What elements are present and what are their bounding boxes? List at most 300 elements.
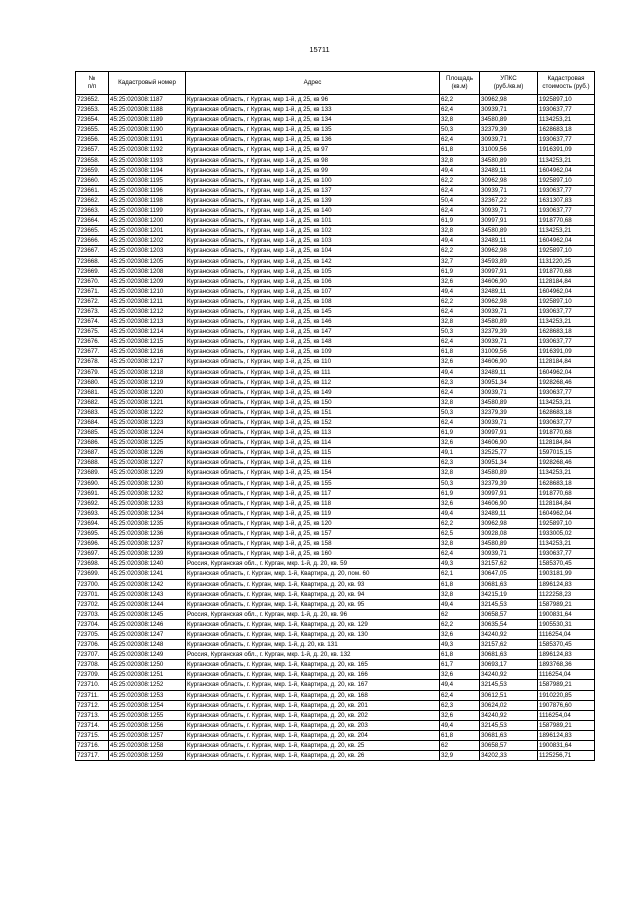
upks: 32145,53 — [480, 680, 538, 690]
row-number: 723678. — [76, 357, 109, 367]
area: 62,4 — [440, 387, 480, 397]
address: Курганская область, г Курган, мкр 1-й, д 25, кв 160 — [186, 549, 440, 559]
area: 32,6 — [440, 357, 480, 367]
upks: 34240,92 — [480, 710, 538, 720]
area: 61,8 — [440, 579, 480, 589]
cadastral-cost: 1587989,21 — [538, 599, 595, 609]
cadastral-number: 45:25:020308:1211 — [109, 296, 186, 306]
address: Россия, Курганская обл., г. Курган, мкр. 1-й, д. 20, кв. 59 — [186, 559, 440, 569]
upks: 32525,77 — [480, 448, 538, 458]
cadastral-cost: 1930637,77 — [538, 549, 595, 559]
area: 32,6 — [440, 710, 480, 720]
cadastral-number: 45:25:020308:1222 — [109, 407, 186, 417]
upks: 30681,63 — [480, 579, 538, 589]
address: Курганская область, г Курган, мкр 1-й, д 25, кв 146 — [186, 317, 440, 327]
address: Курганская область, г Курган, мкр 1-й, д 25, кв 150 — [186, 397, 440, 407]
cadastral-cost: 1925897,10 — [538, 518, 595, 528]
row-number: 723694. — [76, 518, 109, 528]
address: Курганская область, г Курган, мкр 1-й, д 25, кв 109 — [186, 347, 440, 357]
cadastral-cost: 1631307,83 — [538, 195, 595, 205]
row-number: 723665. — [76, 226, 109, 236]
upks: 30693,17 — [480, 660, 538, 670]
table-row — [76, 387, 595, 397]
table-row — [76, 650, 595, 660]
area: 50,3 — [440, 125, 480, 135]
area: 61,9 — [440, 266, 480, 276]
upks: 30939,71 — [480, 206, 538, 216]
cadastral-cost: 1128184,84 — [538, 276, 595, 286]
table-row — [76, 397, 595, 407]
area: 32,8 — [440, 155, 480, 165]
area: 32,6 — [440, 276, 480, 286]
cadastral-number: 45:25:020308:1233 — [109, 498, 186, 508]
cadastral-number: 45:25:020308:1241 — [109, 569, 186, 579]
table-row — [76, 125, 595, 135]
area: 62,2 — [440, 296, 480, 306]
cadastral-cost: 1930637,77 — [538, 206, 595, 216]
row-number: 723669. — [76, 266, 109, 276]
cadastral-cost: 1134253,21 — [538, 115, 595, 125]
table-row — [76, 337, 595, 347]
address: Курганская область, г Курган, мкр 1-й, д 25, кв 104 — [186, 246, 440, 256]
area: 62,4 — [440, 549, 480, 559]
area: 62,2 — [440, 95, 480, 105]
upks: 30997,91 — [480, 216, 538, 226]
address: Курганская область, г Курган, мкр 1-й, д 25, кв 157 — [186, 529, 440, 539]
address: Курганская область, г Курган, мкр 1-й, д 25, кв 107 — [186, 286, 440, 296]
table-row — [76, 478, 595, 488]
upks: 30681,63 — [480, 730, 538, 740]
upks: 30939,71 — [480, 549, 538, 559]
row-number: 723707. — [76, 650, 109, 660]
upks: 30997,91 — [480, 428, 538, 438]
table-row — [76, 347, 595, 357]
upks: 32379,39 — [480, 327, 538, 337]
area: 62,3 — [440, 458, 480, 468]
table-row — [76, 629, 595, 639]
address: Курганская область, г. Курган, мкр. 1-й, Квартира, д. 20, кв. 130 — [186, 629, 440, 639]
table-row — [76, 407, 595, 417]
row-number: 723660. — [76, 175, 109, 185]
upks: 30658,57 — [480, 609, 538, 619]
cadastral-cost: 1930637,77 — [538, 306, 595, 316]
upks: 34240,92 — [480, 670, 538, 680]
address: Курганская область, г. Курган, мкр. 1-й, Квартира, д. 20, кв. 94 — [186, 589, 440, 599]
table-row — [76, 175, 595, 185]
address: Россия, Курганская обл., г. Курган, мкр. 1-й, д. 20, кв. 132 — [186, 650, 440, 660]
area: 49,4 — [440, 720, 480, 730]
cadastral-number: 45:25:020308:1199 — [109, 206, 186, 216]
row-number: 723671. — [76, 286, 109, 296]
row-number: 723662. — [76, 195, 109, 205]
cadastral-cost: 1907876,60 — [538, 700, 595, 710]
cadastral-cost: 1604962,04 — [538, 367, 595, 377]
area: 32,9 — [440, 751, 480, 761]
row-number: 723713. — [76, 710, 109, 720]
cadastral-number: 45:25:020308:1236 — [109, 529, 186, 539]
row-number: 723676. — [76, 337, 109, 347]
table-row — [76, 619, 595, 629]
upks: 32145,53 — [480, 599, 538, 609]
address: Россия, Курганская обл., г. Курган, мкр. 1-й, д. 20, кв. 96 — [186, 609, 440, 619]
cadastral-cost: 1122258,23 — [538, 589, 595, 599]
row-number: 723686. — [76, 438, 109, 448]
address: Курганская область, г. Курган, мкр. 1-й, Квартира, д. 20, кв. 202 — [186, 710, 440, 720]
upks: 34580,89 — [480, 317, 538, 327]
address: Курганская область, г Курган, мкр 1-й, д 25, кв 142 — [186, 256, 440, 266]
upks: 30612,51 — [480, 690, 538, 700]
area: 32,8 — [440, 317, 480, 327]
area: 49,4 — [440, 508, 480, 518]
cadastral-number: 45:25:020308:1255 — [109, 710, 186, 720]
row-number: 723683. — [76, 407, 109, 417]
address: Курганская область, г Курган, мкр 1-й, д 25, кв 151 — [186, 407, 440, 417]
address: Курганская область, г Курган, мкр 1-й, д 25, кв 120 — [186, 518, 440, 528]
row-number: 723709. — [76, 670, 109, 680]
upks: 32489,11 — [480, 236, 538, 246]
row-number: 723689. — [76, 468, 109, 478]
address: Курганская область, г Курган, мкр 1-й, д 25, кв 149 — [186, 387, 440, 397]
upks: 32379,39 — [480, 478, 538, 488]
table-row — [76, 488, 595, 498]
row-number: 723659. — [76, 165, 109, 175]
address: Курганская область, г Курган, мкр 1-й, д 25, кв 118 — [186, 498, 440, 508]
table-row — [76, 266, 595, 276]
address: Курганская область, г Курган, мкр 1-й, д 25, кв 158 — [186, 539, 440, 549]
table-row — [76, 105, 595, 115]
cadastral-number: 45:25:020308:1251 — [109, 670, 186, 680]
cadastral-cost: 1925897,10 — [538, 95, 595, 105]
row-number: 723702. — [76, 599, 109, 609]
cadastral-cost: 1896124,83 — [538, 650, 595, 660]
cadastral-cost: 1918770,68 — [538, 488, 595, 498]
cadastral-cost: 1131220,25 — [538, 256, 595, 266]
cadastral-number: 45:25:020308:1247 — [109, 629, 186, 639]
address: Курганская область, г Курган, мкр 1-й, д 25, кв 110 — [186, 357, 440, 367]
cadastral-number: 45:25:020308:1235 — [109, 518, 186, 528]
cadastral-cost: 1925897,10 — [538, 246, 595, 256]
address: Курганская область, г Курган, мкр 1-й, д 25, кв 154 — [186, 468, 440, 478]
cadastral-cost: 1918770,68 — [538, 266, 595, 276]
upks: 31009,56 — [480, 145, 538, 155]
table-row — [76, 226, 595, 236]
cadastral-number: 45:25:020308:1210 — [109, 286, 186, 296]
row-number: 723711. — [76, 690, 109, 700]
upks: 30997,91 — [480, 488, 538, 498]
cadastral-number: 45:25:020308:1229 — [109, 468, 186, 478]
upks: 34580,89 — [480, 226, 538, 236]
area: 62,4 — [440, 690, 480, 700]
cadastral-cost: 1587989,21 — [538, 680, 595, 690]
row-number: 723658. — [76, 155, 109, 165]
cadastral-cost: 1134253,21 — [538, 539, 595, 549]
cadastral-number: 45:25:020308:1245 — [109, 609, 186, 619]
cadastral-number: 45:25:020308:1214 — [109, 327, 186, 337]
address: Курганская область, г Курган, мкр 1-й, д 25, кв 133 — [186, 105, 440, 115]
header-number: № п/п — [76, 72, 109, 95]
area: 62 — [440, 741, 480, 751]
row-number: 723670. — [76, 276, 109, 286]
address: Курганская область, г Курган, мкр 1-й, д 25, кв 100 — [186, 175, 440, 185]
upks: 30635,54 — [480, 619, 538, 629]
area: 62,2 — [440, 619, 480, 629]
table-row — [76, 498, 595, 508]
area: 32,6 — [440, 498, 480, 508]
upks: 34215,19 — [480, 589, 538, 599]
cadastral-number: 45:25:020308:1209 — [109, 276, 186, 286]
cadastral-number: 45:25:020308:1188 — [109, 105, 186, 115]
area: 50,4 — [440, 195, 480, 205]
cadastral-number: 45:25:020308:1201 — [109, 226, 186, 236]
area: 32,8 — [440, 397, 480, 407]
table-row — [76, 549, 595, 559]
table-row — [76, 508, 595, 518]
cadastral-number: 45:25:020308:1250 — [109, 660, 186, 670]
area: 61,9 — [440, 488, 480, 498]
table-header-row — [76, 72, 595, 95]
table-row — [76, 155, 595, 165]
cadastral-cost: 1604962,04 — [538, 236, 595, 246]
cadastral-cost: 1134253,21 — [538, 468, 595, 478]
address: Курганская область, г Курган, мкр 1-й, д 25, кв 98 — [186, 155, 440, 165]
address: Курганская область, г Курган, мкр 1-й, д 25, кв 147 — [186, 327, 440, 337]
cadastral-number: 45:25:020308:1216 — [109, 347, 186, 357]
table-row — [76, 357, 595, 367]
address: Курганская область, г Курган, мкр 1-й, д 25, кв 148 — [186, 337, 440, 347]
cadastral-cost: 1918770,68 — [538, 216, 595, 226]
cadastral-cost: 1928268,46 — [538, 377, 595, 387]
table-row — [76, 377, 595, 387]
row-number: 723682. — [76, 397, 109, 407]
address: Курганская область, г Курган, мкр 1-й, д 25, кв 145 — [186, 306, 440, 316]
upks: 30939,71 — [480, 185, 538, 195]
cadastral-number: 45:25:020308:1198 — [109, 195, 186, 205]
cadastral-number: 45:25:020308:1223 — [109, 418, 186, 428]
area: 62,4 — [440, 135, 480, 145]
cadastral-number: 45:25:020308:1215 — [109, 337, 186, 347]
cadastral-number: 45:25:020308:1202 — [109, 236, 186, 246]
upks: 34580,89 — [480, 397, 538, 407]
table-row — [76, 306, 595, 316]
cadastral-cost: 1628683,18 — [538, 407, 595, 417]
upks: 34606,90 — [480, 276, 538, 286]
table-row — [76, 428, 595, 438]
page-number: 15711 — [309, 45, 330, 54]
address: Курганская область, г Курган, мкр 1-й, д 25, кв 106 — [186, 276, 440, 286]
area: 32,8 — [440, 226, 480, 236]
row-number: 723693. — [76, 508, 109, 518]
area: 49,4 — [440, 165, 480, 175]
row-number: 723674. — [76, 317, 109, 327]
area: 49,1 — [440, 448, 480, 458]
cadastral-cost: 1134253,21 — [538, 226, 595, 236]
address: Курганская область, г Курган, мкр 1-й, д 25, кв 155 — [186, 478, 440, 488]
cadastral-cost: 1125256,71 — [538, 751, 595, 761]
cadastral-number: 45:25:020308:1240 — [109, 559, 186, 569]
row-number: 723687. — [76, 448, 109, 458]
upks: 32489,11 — [480, 286, 538, 296]
cadastral-number: 45:25:020308:1257 — [109, 730, 186, 740]
area: 50,3 — [440, 407, 480, 417]
row-number: 723690. — [76, 478, 109, 488]
table-row — [76, 256, 595, 266]
table-row — [76, 589, 595, 599]
address: Курганская область, г Курган, мкр 1-й, д 25, кв 101 — [186, 216, 440, 226]
upks: 30658,57 — [480, 741, 538, 751]
address: Курганская область, г. Курган, мкр. 1-й, Квартира, д. 20, пом. 60 — [186, 569, 440, 579]
upks: 34606,90 — [480, 438, 538, 448]
table-row — [76, 680, 595, 690]
row-number: 723712. — [76, 700, 109, 710]
cadastral-number: 45:25:020308:1248 — [109, 640, 186, 650]
cadastral-number: 45:25:020308:1221 — [109, 397, 186, 407]
cadastral-cost: 1604962,04 — [538, 165, 595, 175]
row-number: 723666. — [76, 236, 109, 246]
cadastral-cost: 1930637,77 — [538, 418, 595, 428]
address: Курганская область, г. Курган, мкр. 1-й, Квартира, д. 20, кв. 129 — [186, 619, 440, 629]
area: 62,3 — [440, 700, 480, 710]
area: 32,8 — [440, 589, 480, 599]
row-number: 723652. — [76, 95, 109, 105]
upks: 34240,92 — [480, 629, 538, 639]
cadastral-cost: 1585370,45 — [538, 640, 595, 650]
area: 32,8 — [440, 539, 480, 549]
table-row — [76, 599, 595, 609]
table-row — [76, 95, 595, 105]
upks: 32489,11 — [480, 165, 538, 175]
area: 49,4 — [440, 286, 480, 296]
table-row — [76, 730, 595, 740]
cadastral-number: 45:25:020308:1205 — [109, 256, 186, 266]
row-number: 723675. — [76, 327, 109, 337]
area: 32,6 — [440, 438, 480, 448]
header-area: Площадь (кв.м) — [440, 72, 480, 95]
address: Курганская область, г Курган, мкр 1-й, д 25, кв 102 — [186, 226, 440, 236]
upks: 30939,71 — [480, 306, 538, 316]
area: 62,2 — [440, 246, 480, 256]
address: Курганская область, г Курган, мкр 1-й, д 25, кв 136 — [186, 135, 440, 145]
area: 49,3 — [440, 640, 480, 650]
cadastral-number: 45:25:020308:1195 — [109, 175, 186, 185]
area: 62,4 — [440, 418, 480, 428]
area: 62,4 — [440, 206, 480, 216]
cadastral-cost: 1116254,04 — [538, 710, 595, 720]
upks: 32157,62 — [480, 559, 538, 569]
cadastral-number: 45:25:020308:1243 — [109, 589, 186, 599]
upks: 30928,08 — [480, 529, 538, 539]
area: 32,8 — [440, 115, 480, 125]
row-number: 723654. — [76, 115, 109, 125]
cadastral-number: 45:25:020308:1249 — [109, 650, 186, 660]
row-number: 723679. — [76, 367, 109, 377]
table-row — [76, 327, 595, 337]
header-cadastral-cost: Кадастровая стоимость (руб.) — [538, 72, 595, 95]
area: 61,9 — [440, 428, 480, 438]
address: Курганская область, г Курган, мкр 1-й, д 25, кв 115 — [186, 448, 440, 458]
cadastral-number: 45:25:020308:1252 — [109, 680, 186, 690]
cadastral-number: 45:25:020308:1191 — [109, 135, 186, 145]
table-row — [76, 579, 595, 589]
upks: 30962,98 — [480, 518, 538, 528]
cadastral-cost: 1896124,83 — [538, 579, 595, 589]
address: Курганская область, г Курган, мкр 1-й, д 25, кв 116 — [186, 458, 440, 468]
address: Курганская область, г Курган, мкр 1-й, д 25, кв 112 — [186, 377, 440, 387]
area: 62,4 — [440, 337, 480, 347]
address: Курганская область, г Курган, мкр 1-й, д 25, кв 111 — [186, 367, 440, 377]
upks: 30939,71 — [480, 135, 538, 145]
upks: 32157,62 — [480, 640, 538, 650]
table-row — [76, 115, 595, 125]
cadastral-cost: 1128184,84 — [538, 498, 595, 508]
table-row — [76, 165, 595, 175]
upks: 32145,53 — [480, 720, 538, 730]
cadastral-cost: 1925897,10 — [538, 175, 595, 185]
row-number: 723695. — [76, 529, 109, 539]
cadastral-cost: 1933005,02 — [538, 529, 595, 539]
cadastral-number: 45:25:020308:1227 — [109, 458, 186, 468]
upks: 32489,11 — [480, 367, 538, 377]
row-number: 723696. — [76, 539, 109, 549]
table-row — [76, 741, 595, 751]
area: 50,3 — [440, 327, 480, 337]
cadastral-cost: 1910220,85 — [538, 690, 595, 700]
cadastral-number: 45:25:020308:1218 — [109, 367, 186, 377]
cadastral-number: 45:25:020308:1234 — [109, 508, 186, 518]
table-row — [76, 448, 595, 458]
header-upks: УПКС (руб./кв.м) — [480, 72, 538, 95]
cadastral-number: 45:25:020308:1224 — [109, 428, 186, 438]
area: 62,4 — [440, 306, 480, 316]
row-number: 723661. — [76, 185, 109, 195]
table-row — [76, 276, 595, 286]
row-number: 723653. — [76, 105, 109, 115]
area: 49,4 — [440, 236, 480, 246]
cadastral-number: 45:25:020308:1196 — [109, 185, 186, 195]
row-number: 723664. — [76, 216, 109, 226]
table-row — [76, 468, 595, 478]
address: Курганская область, г Курган, мкр 1-й, д 25, кв 140 — [186, 206, 440, 216]
row-number: 723700. — [76, 579, 109, 589]
table-row — [76, 236, 595, 246]
area: 32,8 — [440, 468, 480, 478]
row-number: 723715. — [76, 730, 109, 740]
area: 32,6 — [440, 629, 480, 639]
upks: 30962,98 — [480, 95, 538, 105]
cadastral-cost: 1918770,68 — [538, 428, 595, 438]
table-row — [76, 670, 595, 680]
cadastral-number: 45:25:020308:1239 — [109, 549, 186, 559]
table-row — [76, 246, 595, 256]
cadastral-cost: 1597015,15 — [538, 448, 595, 458]
row-number: 723672. — [76, 296, 109, 306]
cadastral-number: 45:25:020308:1213 — [109, 317, 186, 327]
area: 61,8 — [440, 650, 480, 660]
cadastral-number: 45:25:020308:1232 — [109, 488, 186, 498]
area: 62,2 — [440, 518, 480, 528]
address: Курганская область, г Курган, мкр 1-й, д 25, кв 137 — [186, 185, 440, 195]
table-row — [76, 518, 595, 528]
row-number: 723677. — [76, 347, 109, 357]
cadastral-cost: 1900831,64 — [538, 741, 595, 751]
cadastral-number: 45:25:020308:1189 — [109, 115, 186, 125]
upks: 30962,98 — [480, 296, 538, 306]
row-number: 723663. — [76, 206, 109, 216]
cadastral-number: 45:25:020308:1237 — [109, 539, 186, 549]
table-row — [76, 418, 595, 428]
table-row — [76, 609, 595, 619]
cadastral-cost: 1628683,18 — [538, 478, 595, 488]
address: Курганская область, г Курган, мкр 1-й, д 25, кв 139 — [186, 195, 440, 205]
